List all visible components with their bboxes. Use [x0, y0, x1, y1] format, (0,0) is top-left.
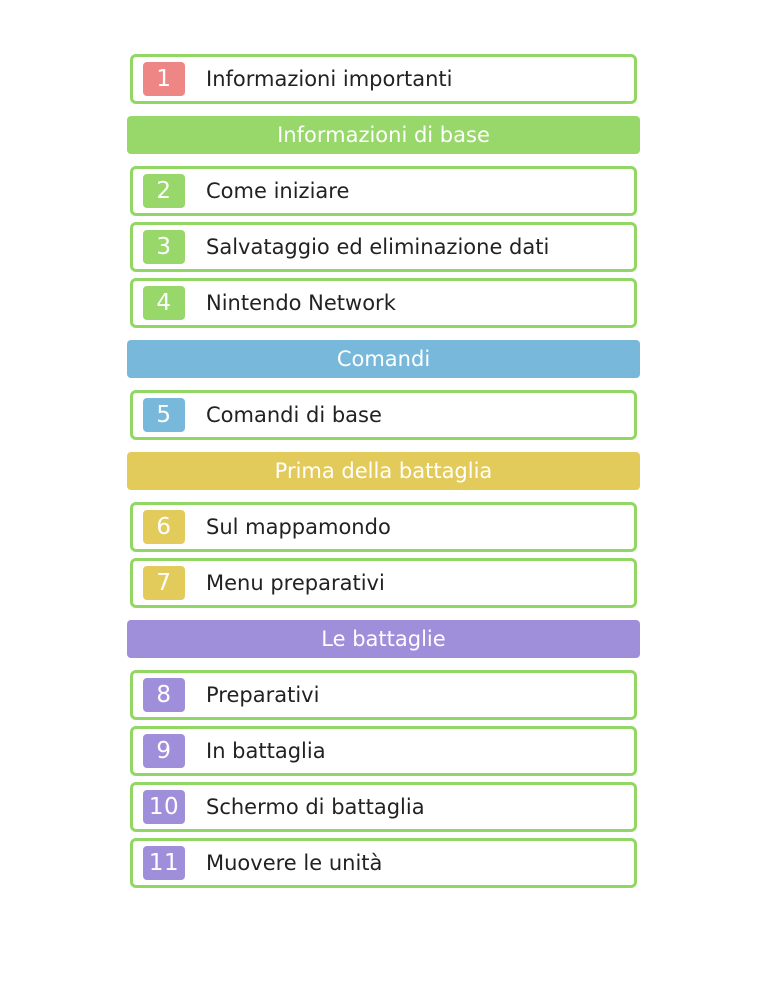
toc-item-number: 7 — [143, 566, 185, 600]
toc-item-label: In battaglia — [206, 739, 326, 763]
toc-item-5[interactable] — [130, 390, 637, 440]
toc-item-number: 3 — [143, 230, 185, 264]
toc-item-11[interactable] — [130, 838, 637, 888]
toc-item-label: Muovere le unità — [206, 851, 383, 875]
toc-item-label: Salvataggio ed eliminazione dati — [206, 235, 550, 259]
toc-item-7[interactable] — [130, 558, 637, 608]
toc-item-label: Sul mappamondo — [206, 515, 391, 539]
section-header-controls: Comandi — [127, 340, 640, 378]
section-header-basics: Informazioni di base — [127, 116, 640, 154]
toc-item-number: 11 — [143, 846, 185, 880]
toc-item-label: Schermo di battaglia — [206, 795, 425, 819]
section-header-before-battle: Prima della battaglia — [127, 452, 640, 490]
toc-item-3[interactable] — [130, 222, 637, 272]
section-header-battles: Le battaglie — [127, 620, 640, 658]
toc-item-number: 8 — [143, 678, 185, 712]
toc-item-label: Informazioni importanti — [206, 67, 453, 91]
toc-item-label: Comandi di base — [206, 403, 382, 427]
toc-item-label: Nintendo Network — [206, 291, 396, 315]
toc-item-2[interactable] — [130, 166, 637, 216]
toc-item-label: Menu preparativi — [206, 571, 385, 595]
toc-item-4[interactable] — [130, 278, 637, 328]
toc-item-label: Come iniziare — [206, 179, 350, 203]
toc-item-number: 6 — [143, 510, 185, 544]
toc-item-10[interactable] — [130, 782, 637, 832]
toc-item-1[interactable] — [130, 54, 637, 104]
toc-item-number: 2 — [143, 174, 185, 208]
toc-item-number: 5 — [143, 398, 185, 432]
toc-item-9[interactable] — [130, 726, 637, 776]
toc-item-label: Preparativi — [206, 683, 320, 707]
toc-item-number: 10 — [143, 790, 185, 824]
toc-item-number: 1 — [143, 62, 185, 96]
toc-item-6[interactable] — [130, 502, 637, 552]
toc-item-number: 9 — [143, 734, 185, 768]
toc-item-number: 4 — [143, 286, 185, 320]
toc-item-8[interactable] — [130, 670, 637, 720]
